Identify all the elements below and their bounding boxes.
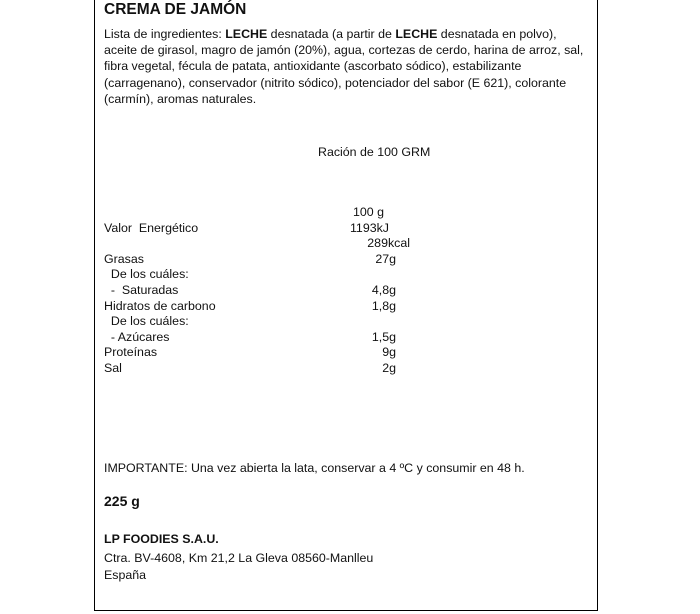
allergen-milk: LECHE <box>225 27 268 41</box>
serving-size-label: Ración de 100 GRM <box>318 145 431 159</box>
address-line: Ctra. BV-4608, Km 21,2 La Gleva 08560-Manlleu <box>104 551 374 565</box>
nutrition-row <box>104 267 504 283</box>
nutrition-row <box>104 314 504 330</box>
nutrient-label: - Azúcares <box>104 329 170 344</box>
ingredients-list <box>104 26 584 107</box>
nutrition-row <box>104 205 504 221</box>
nutrient-label: Valor Energético <box>104 220 199 235</box>
product-title: CREMA DE JAMÓN <box>104 1 247 18</box>
nutrient-value: 2g <box>382 360 396 375</box>
ingredients-part: desnatada (a partir de <box>267 27 396 41</box>
nutrient-label: De los cuáles: <box>104 267 189 282</box>
nutrition-row <box>104 283 504 299</box>
nutrient-label: Sal <box>104 360 122 375</box>
nutrition-row <box>104 236 504 252</box>
nutrition-row <box>104 299 504 315</box>
nutrient-label: Grasas <box>104 251 144 266</box>
nutrient-value: 4,8g <box>371 282 396 297</box>
nutrition-row <box>104 361 504 377</box>
nutrient-value: 27g <box>375 251 396 266</box>
nutrient-value: 289kcal <box>367 236 410 251</box>
nutrient-value: 9g <box>382 345 396 360</box>
nutrient-value: 1,8g <box>371 298 396 313</box>
nutrient-value: 1,5g <box>371 329 396 344</box>
nutrition-row <box>104 330 504 346</box>
nutrition-table <box>104 205 504 377</box>
address-country: España <box>104 567 147 582</box>
nutrient-label: Proteínas <box>104 345 158 360</box>
company-address <box>104 550 373 583</box>
ingredients-part: Lista de ingredientes: <box>104 27 226 41</box>
nutrient-label: Hidratos de carbono <box>104 298 216 313</box>
nutrition-row <box>104 252 504 268</box>
nutrient-label: - Saturadas <box>104 282 179 297</box>
nutrient-value: 1193kJ <box>349 220 389 235</box>
ingredients-part: desnatada en polvo), aceite de girasol, magro de jamón (20%), agua, cortezas de cerdo, harina de arroz, sal, fibra vegetal, fécula de patata, antioxidante (ascorbato sódico), estabilizante (carragenano), conservador (nitrito sódico), potenciador del sabor (E 621), colorante (carmín), aromas naturales. <box>104 27 584 106</box>
allergen-milk: LECHE <box>395 27 438 41</box>
nutrition-row <box>104 345 504 361</box>
company-name: LP FOODIES S.A.U. <box>104 532 219 546</box>
nutrient-label: De los cuáles: <box>104 314 189 329</box>
storage-notice: IMPORTANTE: Una vez abierta la lata, conservar a 4 ºC y consumir en 48 h. <box>104 461 525 475</box>
nutrient-value: 100 g <box>352 205 384 219</box>
nutrition-row <box>104 221 504 237</box>
net-weight: 225 g <box>104 493 140 509</box>
